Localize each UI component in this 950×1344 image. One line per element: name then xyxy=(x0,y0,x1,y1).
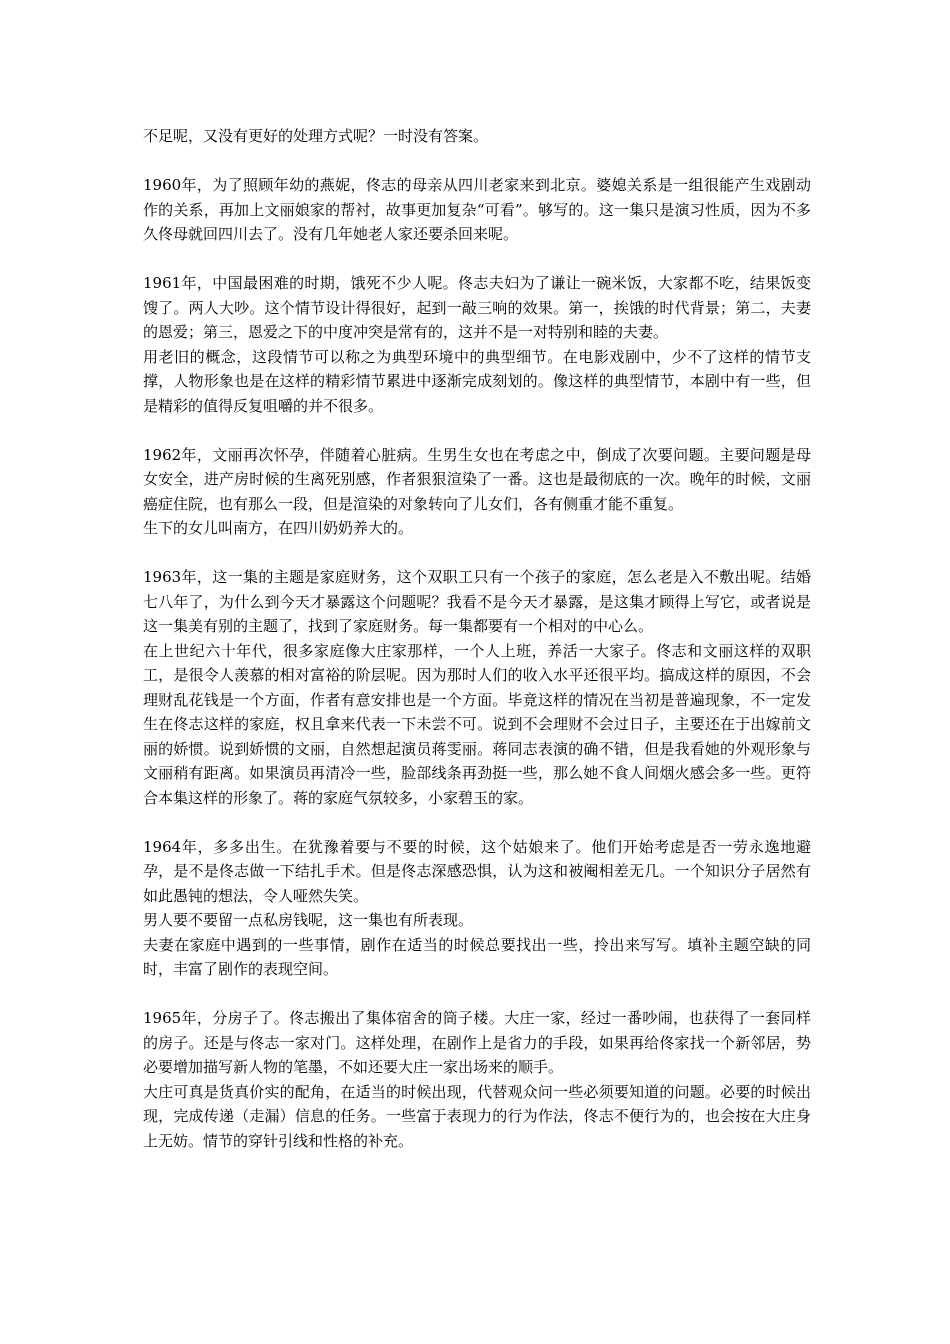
paragraph-1961 xyxy=(143,271,811,418)
paragraph-line: 1960年，为了照顾年幼的燕妮，佟志的母亲从四川老家来到北京。婆媳关系是一组很能产生戏剧动作的关系，再加上文丽娘家的帮衬，故事更加复杂“可看”。够写的。这一集只是演习性质，因为不多久佟母就回四川去了。没有几年她老人家还要杀回来呢。 xyxy=(143,176,811,243)
paragraph-1963 xyxy=(143,565,811,810)
paragraph-line: 用老旧的概念，这段情节可以称之为典型环境中的典型细节。在电影戏剧中，少不了这样的情节支撑，人物形象也是在这样的精彩情节累进中逐渐完成刻划的。像这样的典型情节，本剧中有一些，但是精彩的值得反复咀嚼的并不很多。 xyxy=(143,347,811,415)
paragraph-1 xyxy=(143,124,811,149)
paragraph-line: 1963年，这一集的主题是家庭财务，这个双职工只有一个孩子的家庭，怎么老是入不敷出呢。结婚七八年了，为什么到今天才暴露这个问题呢？我看不是今天才暴露，是这集才顾得上写它，或者说是这一集美有别的主题了，找到了家庭财务。每一集都要有一个相对的中心么。 xyxy=(143,568,811,635)
paragraph-1962 xyxy=(143,443,811,541)
document-body xyxy=(143,124,811,1178)
paragraph-line: 男人要不要留一点私房钱呢，这一集也有所表现。 xyxy=(143,911,474,929)
paragraph-line: 1962年，文丽再次怀孕，伴随着心脏病。生男生女也在考虑之中，倒成了次要问题。主要问题是母女安全，进产房时候的生离死别感，作者狠狠渲染了一番。这也是最彻底的一次。晚年的时候，文丽癌症住院，也有那么一段，但是渲染的对象转向了儿女们，各有侧重才能不重复。 xyxy=(143,445,811,513)
paragraph-line: 不足呢，又没有更好的处理方式呢？一时没有答案。 xyxy=(143,127,489,145)
paragraph-line: 1964年，多多出生。在犹豫着要与不要的时候，这个姑娘来了。他们开始考虑是否一劳永逸地避孕，是不是佟志做一下结扎手术。但是佟志深感恐惧，认为这和被阉相差无几。一个知识分子居然有如此愚钝的想法，令人哑然失笑。 xyxy=(143,837,811,905)
paragraph-1960 xyxy=(143,173,811,247)
paragraph-line: 大庄可真是货真价实的配角，在适当的时候出现，代替观众问一些必须要知道的问题。必要的时候出现，完成传递（走漏）信息的任务。一些富于表现力的行为作法，佟志不便行为的，也会按在大庄身上无妨。情节的穿针引线和性格的补充。 xyxy=(143,1082,811,1150)
paragraph-line: 生下的女儿叫南方，在四川奶奶养大的。 xyxy=(143,519,414,537)
paragraph-line: 在上世纪六十年代，很多家庭像大庄家那样，一个人上班，养活一大家子。佟志和文丽这样的双职工，是很令人羡慕的相对富裕的阶层呢。因为那时人们的收入水平还很平均。搞成这样的原因，不会理财乱花钱是一个方面，作者有意安排也是一个方面。毕竟这样的情况在当初是普遍现象，不一定发生在佟志这样的家庭，权且拿来代表一下未尝不可。说到不会理财不会过日子，主要还在于出嫁前文丽的娇惯。说到娇惯的文丽，自然想起演员蒋雯丽。蒋同志表演的确不错，但是我看她的外观形象与文丽稍有距离。如果演员再清冷一些，脸部线条再劲挺一些，那么她不食人间烟火感会多一些。更符合本集这样的形象了。蒋的家庭气氛较多，小家碧玉的家。 xyxy=(143,641,811,807)
paragraph-1965 xyxy=(143,1006,811,1153)
paragraph-line: 夫妻在家庭中遇到的一些事情，剧作在适当的时候总要找出一些，拎出来写写。填补主题空缺的同时，丰富了剧作的表现空间。 xyxy=(143,935,811,978)
paragraph-line: 1965年，分房子了。佟志搬出了集体宿舍的筒子楼。大庄一家，经过一番吵闹，也获得了一套同样的房子。还是与佟志一家对门。这样处理，在剧作上是省力的手段，如果再给佟家找一个新邻居，势必要增加描写新人物的笔墨，不如还要大庄一家出场来的顺手。 xyxy=(143,1009,811,1076)
paragraph-line: 1961年，中国最困难的时期，饿死不少人呢。佟志夫妇为了谦让一碗米饭，大家都不吃，结果饭变馊了。两人大吵。这个情节设计得很好，起到一敲三响的效果。第一，挨饿的时代背景；第二，夫妻的恩爱；第三，恩爱之下的中度冲突是常有的，这并不是一对特别和睦的夫妻。 xyxy=(143,274,811,341)
paragraph-1964 xyxy=(143,835,811,982)
